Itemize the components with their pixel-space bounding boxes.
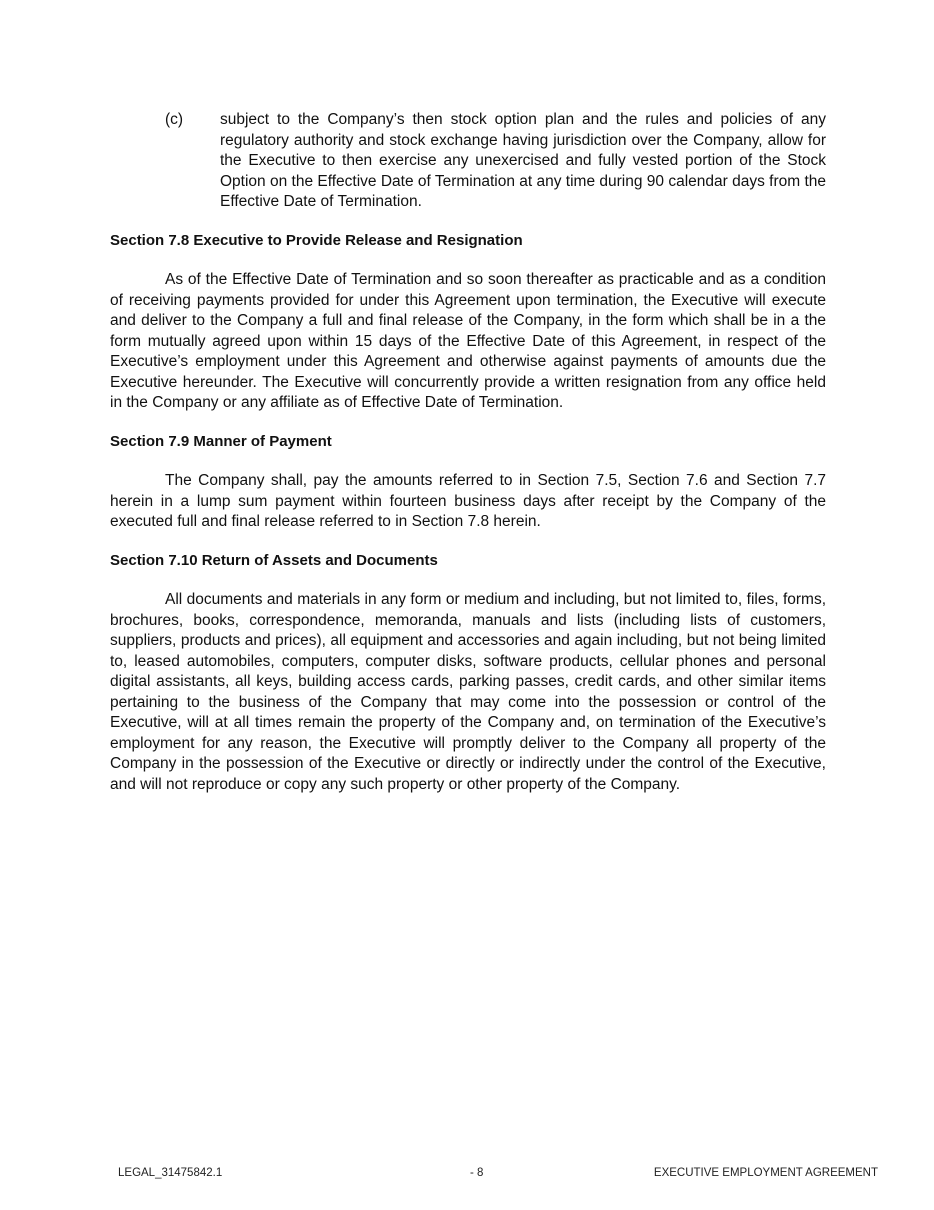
list-item-text: subject to the Company’s then stock option plan and the rules and policies of any regulatory authority and stock exchange having jurisdiction over the Company, allow for the Executive to then exercise any unexercised and fully vested portion of the Stock Option on the Effective Date of Termination at any time during 90 calendar days from the Effective Date of Termination. [220, 111, 826, 210]
footer-document-title: EXECUTIVE EMPLOYMENT AGREEMENT [653, 1167, 878, 1179]
section-7-8-body [110, 270, 826, 414]
section-7-9-paragraph: The Company shall, pay the amounts referred to in Section 7.5, Section 7.6 and Section 7.7 herein in a lump sum payment within fourteen business days after receipt by the Company of the executed full and final release referred to in Section 7.8 herein. [110, 472, 826, 530]
section-7-8-paragraph: As of the Effective Date of Termination and so soon thereafter as practicable and as a condition of receiving payments provided for under this Agreement upon termination, the Executive will execute and deliver to the Company a full and final release of the Company, in the form which shall be in a the form mutually agreed upon within 15 days of the Effective Date of this Agreement, in respect of the Executive’s employment under this Agreement and otherwise against payments of amounts due the Executive hereunder. The Executive will concurrently provide a written resignation from any office held in the Company or any affiliate as of Effective Date of Termination. [110, 271, 826, 411]
section-7-9-body [110, 471, 826, 533]
list-item-marker: (c) [165, 111, 184, 128]
section-7-10-heading: Section 7.10 Return of Assets and Documents [110, 552, 438, 569]
footer-page-number: - 8 [470, 1167, 484, 1179]
section-7-10-paragraph: All documents and materials in any form or medium and including, but not limited to, files, forms, brochures, books, correspondence, memoranda, manuals and lists (including lists of customers, suppliers, products and prices), all equipment and accessories and again including, but not being limited to, leased automobiles, computers, computer disks, software products, cellular phones and personal digital assistants, all keys, building access cards, parking passes, credit cards, and other similar items pertaining to the business of the Company that may come into the possession or control of the Executive, will at all times remain the property of the Company and, on termination of the Executive’s employment for any reason, the Executive will promptly deliver to the Company all property of the Company in the possession of the Executive or directly or indirectly under the control of the Executive, and will not reproduce or copy any such property or other property of the Company. [110, 591, 826, 793]
section-7-9-heading: Section 7.9 Manner of Payment [110, 433, 332, 450]
section-7-10-body [110, 590, 826, 795]
footer-document-id: LEGAL_31475842.1 [118, 1167, 223, 1179]
section-7-8-heading: Section 7.8 Executive to Provide Release and Resignation [110, 232, 523, 249]
